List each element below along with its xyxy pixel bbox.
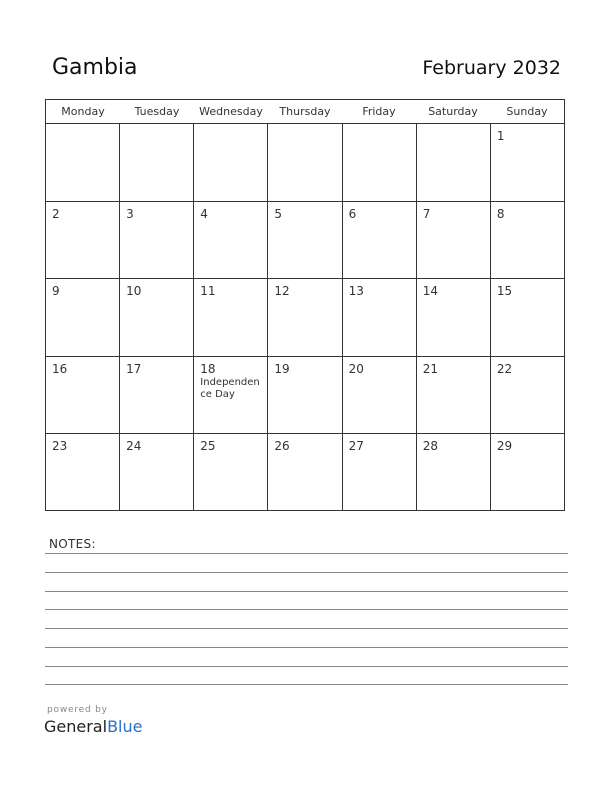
day-number: 24 [126,439,142,454]
brand-blue: Blue [107,717,143,736]
day-cell [46,124,120,201]
dow-wednesday: Wednesday [199,105,263,118]
powered-by-text: powered by [47,705,108,715]
day-cell [268,357,342,434]
holiday-label: Independence Day [200,376,260,400]
day-number: 16 [52,361,68,376]
day-number: 8 [496,206,505,221]
day-cell [194,357,268,434]
day-number: 23 [52,439,68,454]
day-number: 6 [348,206,357,221]
day-number: 25 [200,439,216,454]
day-cell [417,124,491,201]
day-cell [268,279,342,356]
day-cell [491,357,564,434]
day-number: 1 [496,129,505,143]
day-number: 19 [274,361,290,376]
dow-tuesday: Tuesday [134,105,180,118]
note-line [45,572,568,573]
day-cell [120,124,194,201]
day-cell [194,202,268,279]
day-cell [46,202,120,279]
day-cell [194,279,268,356]
day-cell [46,279,120,356]
day-number: 4 [200,206,208,221]
day-cell [343,434,417,511]
day-number: 13 [348,284,364,299]
day-cell [491,279,564,356]
note-line [45,553,568,554]
dow-sunday: Sunday [506,105,548,118]
dow-saturday: Saturday [428,105,478,118]
day-number: 17 [126,361,142,376]
dow-monday: Monday [61,105,105,118]
note-line [45,666,568,667]
brand-logo [44,717,142,736]
dow-thursday: Thursday [279,105,331,118]
day-number: 28 [422,439,438,454]
day-cell [417,357,491,434]
country-title: Gambia [52,55,138,80]
day-number: 26 [274,439,290,454]
day-number: 14 [422,284,438,299]
day-number: 10 [126,284,142,299]
day-cell [417,434,491,511]
day-cell [46,434,120,511]
day-cell [120,279,194,356]
day-cell [491,202,564,279]
day-cell [194,434,268,511]
calendar-header [0,0,612,90]
day-of-week-row [46,100,564,124]
note-line [45,628,568,629]
day-number: 9 [52,284,60,299]
day-cell [343,279,417,356]
day-number: 7 [422,206,431,221]
calendar-grid [45,99,565,511]
day-cell [417,279,491,356]
calendar-week-row [46,202,564,280]
day-cell [491,124,564,201]
day-cell [46,357,120,434]
day-cell [491,434,564,511]
day-cell [417,202,491,279]
calendar-week-row [46,434,564,511]
calendar-weeks [46,124,564,511]
day-number: 22 [496,361,513,376]
day-cell [120,202,194,279]
note-line [45,591,568,592]
day-number: 3 [126,206,134,221]
dow-friday: Friday [362,105,396,118]
note-line [45,647,568,648]
day-cell [120,434,194,511]
day-number: 29 [496,439,513,454]
day-cell [120,357,194,434]
day-number: 12 [274,284,290,299]
day-number: 5 [274,206,283,221]
day-number: 27 [348,439,364,454]
day-cell [268,124,342,201]
note-line [45,684,568,685]
day-cell [194,124,268,201]
day-number: 2 [52,206,60,221]
calendar-week-row [46,357,564,435]
day-number: 18 [200,361,216,376]
calendar-week-row [46,124,564,202]
day-cell [343,202,417,279]
day-number: 21 [422,361,438,376]
day-cell [268,434,342,511]
day-cell [343,357,417,434]
note-line [45,609,568,610]
day-cell [343,124,417,201]
day-number: 11 [200,284,216,299]
day-cell [268,202,342,279]
day-number: 15 [496,284,513,299]
brand-general: General [44,717,108,736]
notes-label: NOTES: [49,537,96,551]
day-number: 20 [348,361,364,376]
calendar-week-row [46,279,564,357]
month-title: February 2032 [422,57,561,79]
